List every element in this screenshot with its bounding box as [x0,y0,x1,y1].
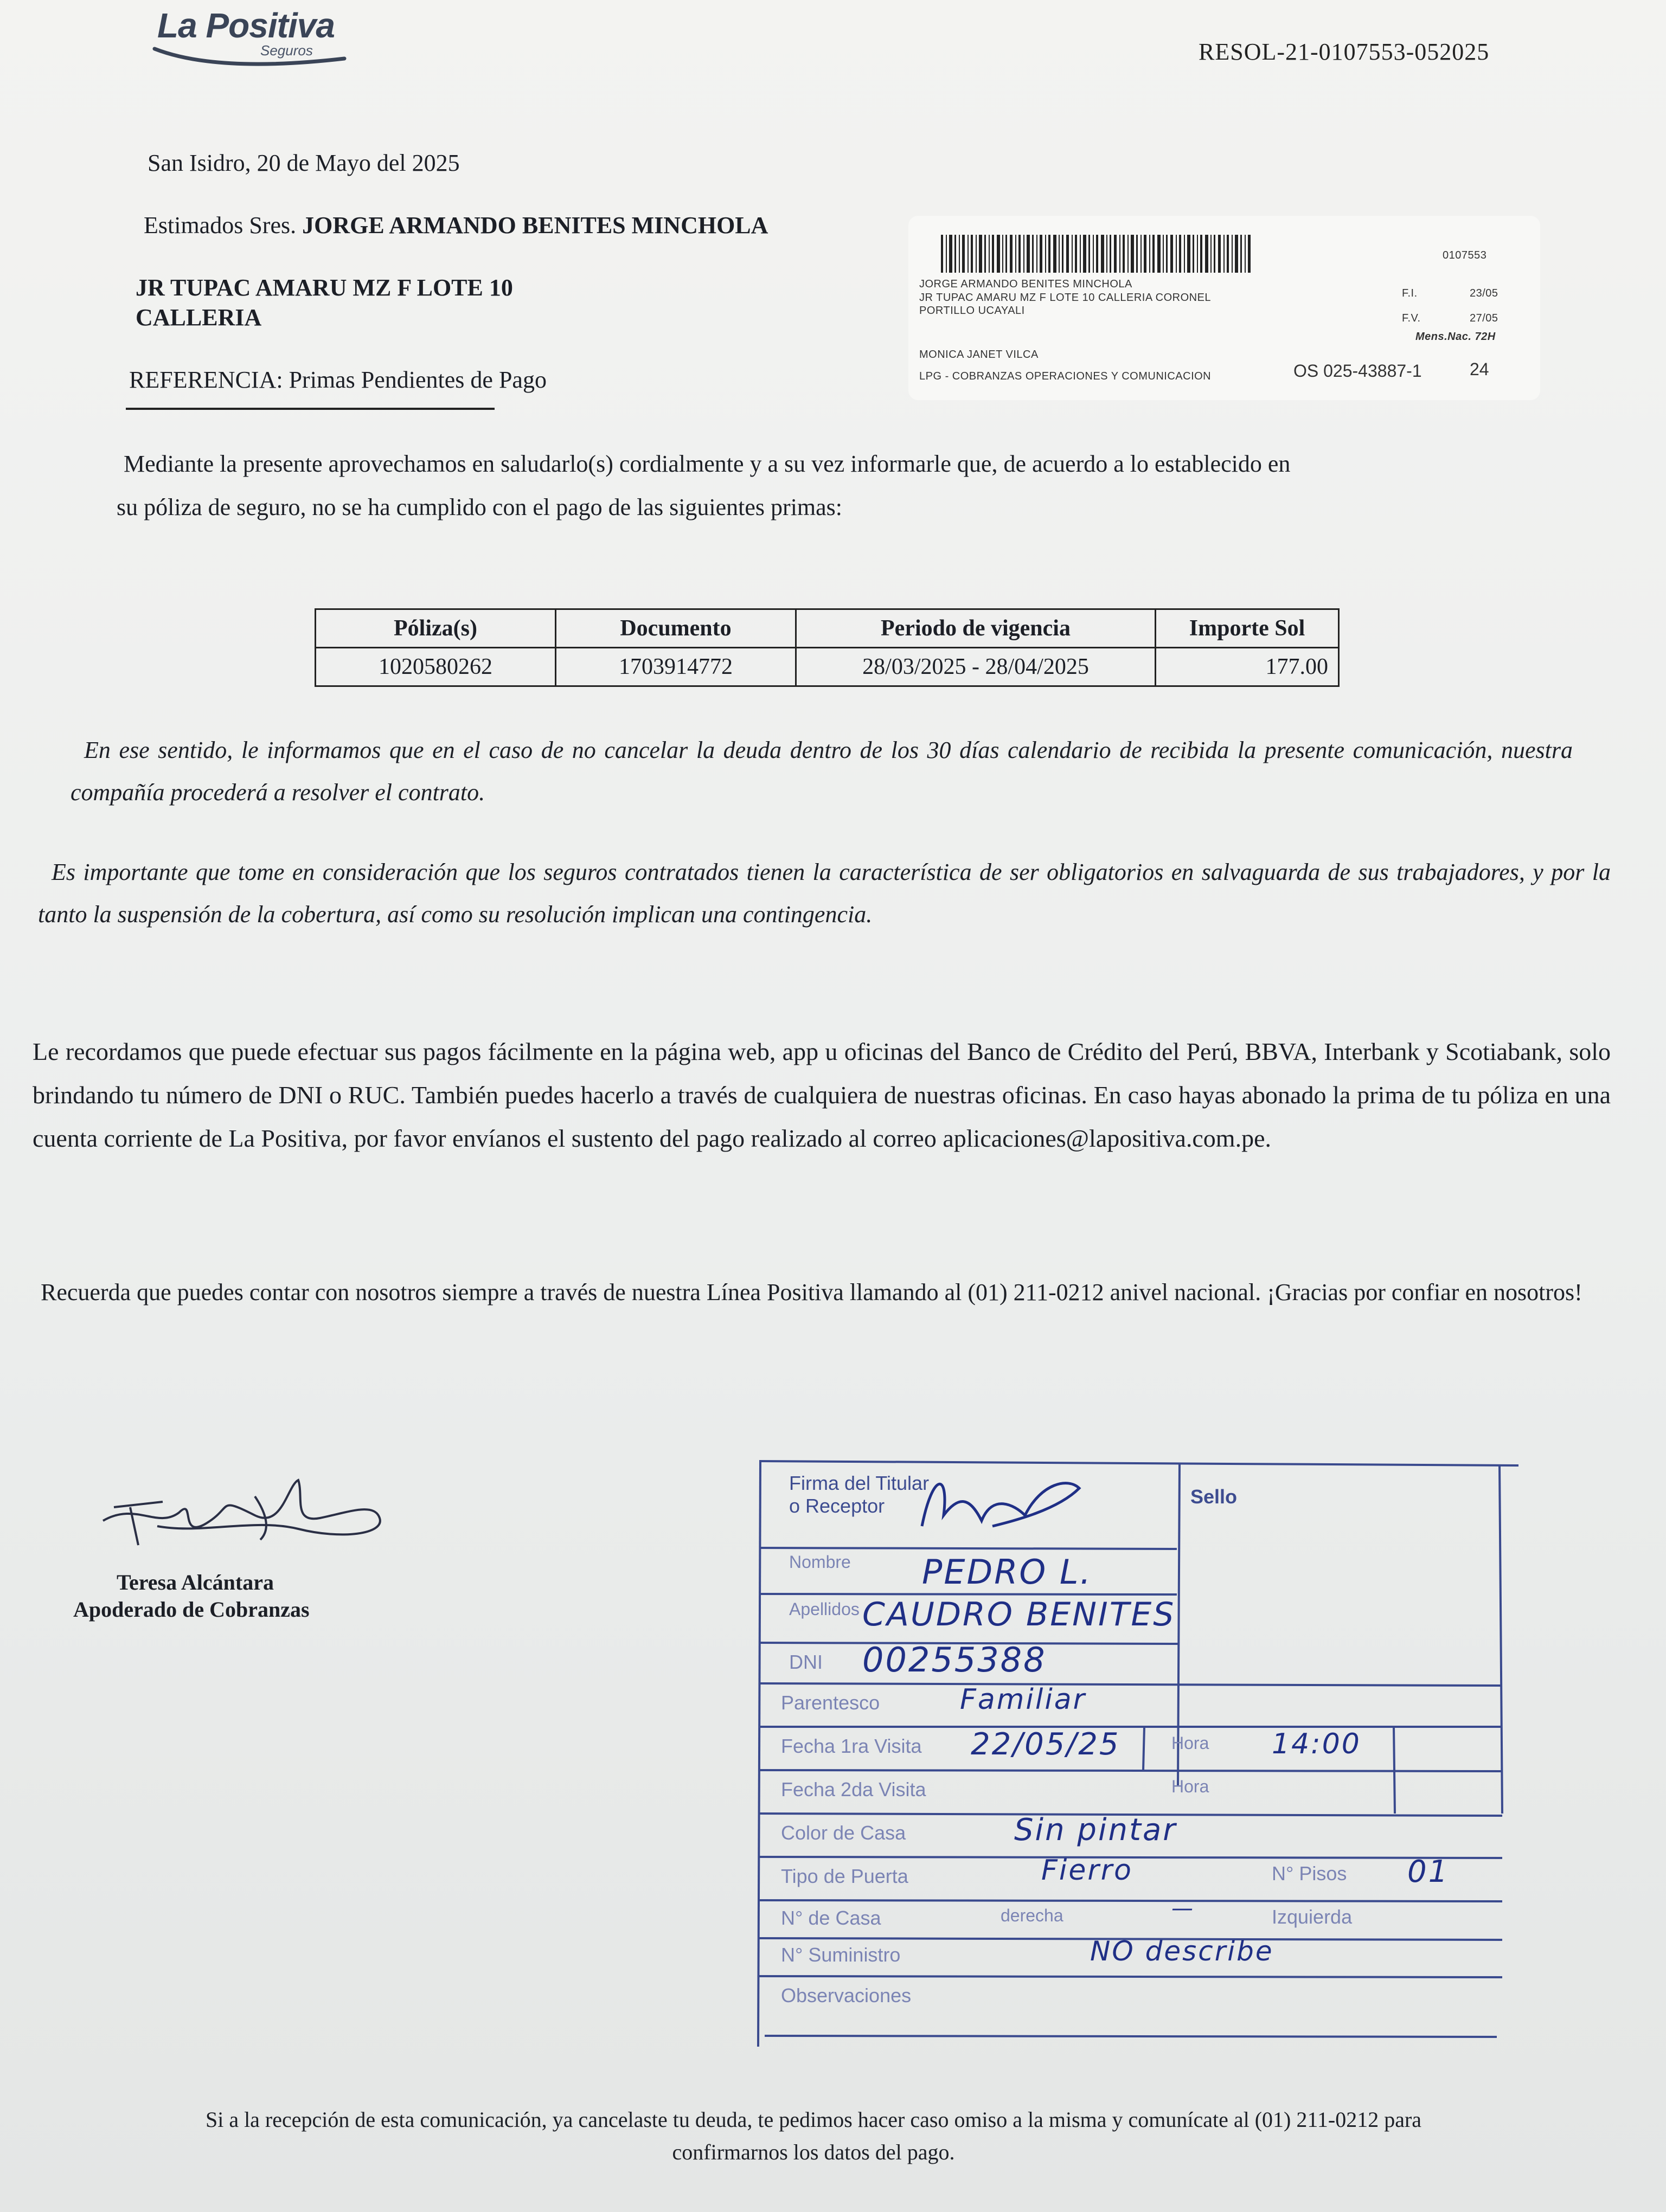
stamp-value-fecha1: 22/05/25 [971,1727,1120,1762]
stamp-label-parentesco: Parentesco [781,1692,880,1714]
salutation-prefix: Estimados Sres. [144,212,297,239]
stamp-value-parentesco: Familiar [960,1683,1087,1716]
logo-swoosh-icon [152,43,347,70]
stamp-label-apellidos: Apellidos [789,1599,860,1619]
signature-icon [92,1464,396,1561]
paragraph-important: Es importante que tome en consideración que los seguros contratados tienen la característica de ser obligatorios en salvaguarda de sus trabajadores, y por la tanto la suspensión de la cobertura, así como su resolución implican una contingencia. [38,859,1611,928]
paragraph-payment: Le recordamos que puede efectuar sus pagos fácilmente en la página web, app u oficinas del Banco de Crédito del Perú, BBVA, Interbank y Scotiabank, solo brindando tu número de DNI o RUC. También puedes hacerlo a través de cualquiera de nuestras oficinas. En caso hayas abonado la prima de tu póliza en una cuenta corriente de La Positiva, por favor envíanos el sustento del pago realizado al correo aplicaciones@lapositiva.com.pe. [33,1038,1611,1152]
stamp-label-color: Color de Casa [781,1822,906,1844]
stamp-label-nombre: Nombre [789,1552,851,1572]
salutation [144,211,768,240]
la-positiva-logo [152,5,358,65]
label-agent: MONICA JANET VILCA [919,349,1039,361]
stamp-label-dni: DNI [789,1651,823,1673]
stamp-label-suministro: N° Suministro [781,1944,901,1966]
address-line-1: JR TUPAC AMARU MZ F LOTE 10 [136,274,513,301]
table-header-row [316,609,1339,648]
logo-wordmark: La Positiva [157,6,335,45]
stamp-value-dni: 00255388 [862,1640,1047,1680]
logo-tagline: Seguros [260,42,313,59]
stamp-label-fecha2: Fecha 2da Visita [781,1778,926,1801]
label-fi-value: 23/05 [1470,287,1498,299]
col-documento: Documento [556,609,796,648]
stamp-label-receptor: o Receptor [789,1495,885,1517]
stamp-label-pisos: N° Pisos [1272,1862,1347,1885]
label-fv-value: 27/05 [1470,312,1498,324]
label-department: LPG - COBRANZAS OPERACIONES Y COMUNICACION [919,370,1212,382]
cell-documento: 1703914772 [556,648,796,686]
delivery-stamp [754,1456,1529,2052]
table-row [316,648,1339,686]
stamp-value-nombre: PEDRO L. [922,1552,1093,1592]
shipping-label [908,216,1540,400]
signer-name: Teresa Alcántara [117,1570,274,1594]
stamp-value-pisos: 01 [1407,1854,1450,1889]
resolution-code: RESOL-21-0107553-052025 [1199,38,1490,65]
col-importe: Importe Sol [1156,609,1339,648]
cell-poliza: 1020580262 [316,648,556,686]
receiver-signature-icon [917,1461,1090,1537]
cell-importe: 177.00 [1156,648,1339,686]
stamp-label-derecha: derecha [1001,1906,1063,1925]
stamp-label-casa: N° de Casa [781,1907,881,1929]
stamp-value-apellidos: CAUDRO BENITES [862,1596,1176,1634]
paragraph-contact: Recuerda que puedes contar con nosotros siempre a través de nuestra Línea Positiva llamando al (01) 211-0212 anivel nacional. ¡Gracias por confiar en nosotros! [41,1279,1582,1306]
stamp-label-izquierda: Izquierda [1272,1906,1353,1928]
paragraph-notice: En ese sentido, le informamos que en el caso de no cancelar la deuda dentro de los 30 días calendario de recibida la presente comunicación, nuestra compañía procederá a resolver el contrato. [71,737,1573,806]
stamp-label-sello: Sello [1190,1486,1238,1508]
stamp-value-color: Sin pintar [1014,1812,1177,1848]
stamp-label-hora2: Hora [1171,1777,1209,1796]
col-periodo: Periodo de vigencia [796,609,1156,648]
stamp-value-derecha: — [1171,1896,1195,1921]
stamp-label-puerta: Tipo de Puerta [781,1865,908,1887]
intro-line-1: Mediante la presente aprovechamos en saludarlo(s) cordialmente y a su vez informarle que, de acuerdo a lo establecido en [124,451,1291,477]
policy-table [315,608,1340,687]
footer-note: Si a la recepción de esta comunicación, ya cancelaste tu deuda, te pedimos hacer caso omiso a la misma y comunícate al (01) 211-0212 para confirmarnos los datos del pago. [205,2107,1422,2164]
intro-line-2: su póliza de seguro, no se ha cumplido con el pago de las siguientes primas: [117,494,843,520]
reference: REFERENCIA: Primas Pendientes de Pago [129,366,547,393]
cell-periodo: 28/03/2025 - 28/04/2025 [796,648,1156,686]
address-line-2: CALLERIA [136,304,262,331]
barcode-icon [941,232,1288,275]
stamp-label-observaciones: Observaciones [781,1984,912,2007]
label-address-2: PORTILLO UCAYALI [919,305,1025,317]
label-address-1: JR TUPAC AMARU MZ F LOTE 10 CALLERIA CORONEL [919,292,1212,304]
label-fv: F.V. [1402,312,1421,324]
stamp-value-suministro: NO describe [1090,1935,1274,1967]
place-date: San Isidro, 20 de Mayo del 2025 [148,150,460,176]
stamp-value-puerta: Fierro [1041,1854,1133,1887]
label-name: JORGE ARMANDO BENITES MINCHOLA [919,278,1132,290]
stamp-value-hora1: 14:00 [1272,1728,1361,1760]
recipient-name: JORGE ARMANDO BENITES MINCHOLA [302,212,768,239]
reference-underline [126,408,495,410]
label-service: Mens.Nac. 72H [1415,331,1496,343]
stamp-label-fecha1: Fecha 1ra Visita [781,1735,922,1757]
label-fi: F.I. [1402,287,1418,299]
stamp-label-firma: Firma del Titular [789,1472,930,1494]
col-poliza: Póliza(s) [316,609,556,648]
stamp-label-hora1: Hora [1171,1733,1209,1753]
tracking-number: 0107553 [1443,249,1487,261]
label-os-code: OS 025-43887-1 [1293,361,1422,381]
signer-title: Apoderado de Cobranzas [73,1597,310,1622]
label-count: 24 [1470,359,1489,379]
